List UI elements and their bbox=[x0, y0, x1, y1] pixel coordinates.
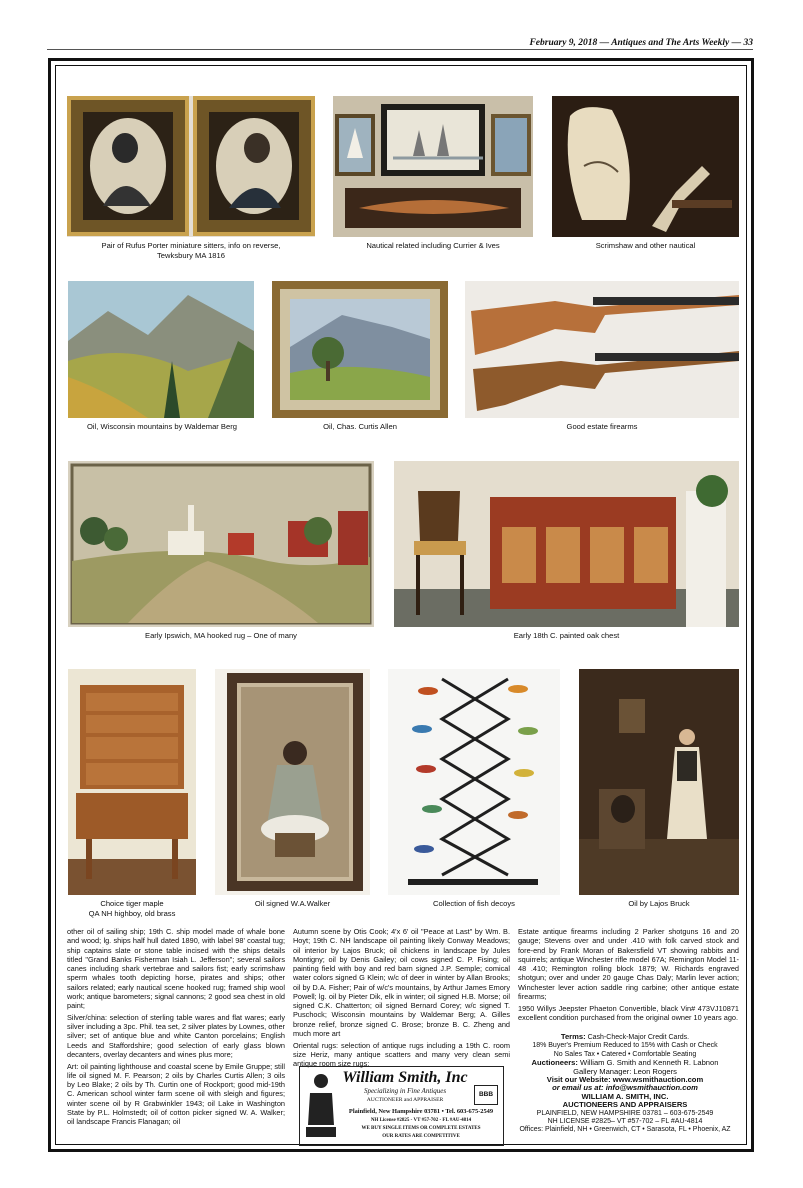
paragraph: Autumn scene by Otis Cook; 4'x 6' oil "Peace at Last" by Wm. B. Hoyt; 19th C. NH landscape oil painting likely Conway Meadows; oil interior by Lajos Bruck; oil chickens in landscape by Jules Montigny; oil by Denis Gailey; oil cows signed C. P. Fising; oil painting field with boy and red barn signed J.P. Semple; comical water colors signed G Klein; w/c of deer in winter by Allan Brooks; oil by D.A. Fisher; Pair of w/c's mountains, by Arthur James Emory Powell; lg. oil by Pieter Dik, elk in winter; oil signed H.B. Morse; oil signed C.K. Chatterton; oil signed Bernard Corey; w/c signed T. Puschock; Wisconsin mountains by Waldemar Berg; A. Gilles bronze relief, bronze signed C. Brose; bronze B. C. Zheng and much more art bbox=[293, 927, 510, 1038]
company-license: NH License #2825 - VT #57-702 - FL #AU-4814 bbox=[370, 1118, 472, 1123]
paragraph: Art: oil painting lighthouse and coastal scene by Emile Gruppe; still life oil signed M. F. Pearson; 2 oils by Charles Curtis Allen; 3 oils by Leo Blake; 2 oils by Th. Curtin one of Rockport; good mid-19th C. American school winter farm scene oil with sleigh and figures; winter scene oil by R Grabwinkler 1943; oil Lake in Washington State by P.L. Holmstedt; oil of cotton picker signed W. A. Walker; oil landscape Francis Flanagan; oil bbox=[67, 1061, 285, 1126]
caption-fish-decoys: Collection of fish decoys bbox=[433, 899, 515, 908]
paragraph: 1950 Willys Jeepster Phaeton Convertible, black Vin# 473VJ10871 excellent condition purchased from the original owner 10 years ago. bbox=[518, 1003, 739, 1022]
photo-estate-firearms bbox=[465, 281, 739, 418]
company-tagline: Specializing in Fine Antiques bbox=[363, 1087, 447, 1095]
caption-line: QA NH highboy, old brass bbox=[88, 908, 176, 918]
caption-highboy bbox=[60, 899, 204, 918]
caption-line: Choice tiger maple bbox=[100, 899, 164, 908]
offices-line: Offices: Plainfield, NH • Greenwich, CT • Sarasota, FL • Phoenix, AZ bbox=[519, 1126, 731, 1134]
company-line1: WE BUY SINGLE ITEMS OR COMPLETE ESTATES bbox=[361, 1126, 481, 1131]
photo-painted-oak-chest bbox=[394, 461, 739, 627]
caption-chas-curtis-allen: Oil, Chas. Curtis Allen bbox=[323, 422, 397, 431]
terms-line bbox=[510, 1033, 740, 1042]
photo-tiger-maple-highboy bbox=[68, 669, 196, 895]
photo-lajos-bruck-oil bbox=[579, 669, 739, 895]
caption-wisconsin: Oil, Wisconsin mountains by Waldemar Berg bbox=[87, 422, 237, 431]
photo-fish-decoys bbox=[388, 669, 560, 895]
photo-scrimshaw bbox=[552, 96, 739, 237]
header-rule bbox=[47, 49, 753, 50]
email-link[interactable]: or email us at: info@wsmithauction.com bbox=[552, 1083, 698, 1093]
company-subtitle: AUCTIONEERS AND APPRAISERS bbox=[562, 1100, 688, 1110]
premium-line: 18% Buyer's Premium Reduced to 15% with Cash or Check bbox=[532, 1042, 718, 1050]
caption-hooked-rug: Early Ipswich, MA hooked rug – One of many bbox=[145, 631, 297, 640]
caption-scrimshaw: Scrimshaw and other nautical bbox=[595, 241, 696, 250]
terms-text: Cash-Check-Major Credit Cards. bbox=[585, 1034, 690, 1041]
page-header: February 9, 2018 — Antiques and The Arts Weekly — 33 bbox=[529, 38, 753, 48]
photo-chas-curtis-allen bbox=[272, 281, 448, 418]
auctioneer-logo bbox=[304, 1071, 338, 1141]
company-line2: OUR RATES ARE COMPETITIVE bbox=[382, 1134, 460, 1139]
caption-oak-chest: Early 18th C. painted oak chest bbox=[513, 631, 620, 640]
caption-rufus-porter bbox=[67, 241, 315, 260]
auctioneers-label: Auctioneers: bbox=[531, 1058, 578, 1068]
caption-line: Tewksbury MA 1816 bbox=[157, 250, 225, 260]
bbb-badge bbox=[474, 1085, 498, 1105]
photo-rufus-porter-miniatures bbox=[67, 96, 315, 237]
company-role: AUCTIONEER and APPRAISER bbox=[366, 1097, 444, 1103]
company-address: Plainfield, New Hampshire 03781 • Tel. 603-675-2549 bbox=[348, 1108, 494, 1115]
auction-info bbox=[510, 1033, 740, 1135]
website-link[interactable]: Visit our Website: www.wsmithauction.com bbox=[546, 1075, 704, 1085]
info-address: PLAINFIELD, NEW HAMPSHIRE 03781 – 603-675-2549 bbox=[536, 1109, 714, 1117]
paragraph: other oil of sailing ship; 19th C. ship model made of whale bone and wood; lg. ships half hull dated 1890, with label 98' coastal tug; ship captains slate or stone table incised with the ships details titled "Grand Banks Fisherman Isiah L. Jefferson"; several sailors canes including shark vertebrae and sailors fist; early scrimshaw sperm whales tooth depicting horse, pirates and ships; other sailors related; early nautical scene hooked rug; framed ship wool work; antique barometers; signal cannons; 2 good sea chest in old paint; bbox=[67, 927, 285, 1010]
photo-nautical-currier-ives bbox=[333, 96, 533, 237]
caption-line: Pair of Rufus Porter miniature sitters, info on reverse, bbox=[101, 241, 281, 250]
caption-firearms: Good estate firearms bbox=[566, 422, 638, 431]
photo-ipswich-hooked-rug bbox=[68, 461, 374, 627]
caption-lajos-bruck: Oil by Lajos Bruck bbox=[628, 899, 690, 908]
company-ad-box bbox=[299, 1066, 504, 1146]
caption-walker: Oil signed W.A.Walker bbox=[254, 899, 331, 908]
body-column-1 bbox=[67, 927, 285, 1129]
company-name: William Smith, Inc bbox=[342, 1069, 468, 1086]
body-column-3 bbox=[518, 927, 739, 1025]
auctioneers-text: William G. Smith and Kenneth R. Labnon bbox=[577, 1058, 719, 1068]
paragraph: Silver/china: selection of sterling table wares and flat wares; early silver including a 3pc. Phil. tea set, 2 silver plates by Lownes, other silver; set of antique blue and white Canton porcelains; English Leeds and Staffordshire; good selection of early glass blown decanters, overlay decanters and wines plus more; bbox=[67, 1012, 285, 1059]
paragraph: Oriental rugs: selection of antique rugs including a 19th C. room size Heriz, many antique scatters and many very clean semi antique room size rugs; bbox=[293, 1040, 510, 1068]
bbb-badge-text: BBB bbox=[478, 1091, 494, 1098]
terms-label: Terms: bbox=[560, 1032, 586, 1041]
tax-line: No Sales Tax • Catered • Comfortable Seating bbox=[553, 1050, 697, 1058]
photo-wisconsin-mountains bbox=[68, 281, 254, 418]
info-license: NH LICENSE #2825– VT #57-702 – FL #AU-4814 bbox=[547, 1118, 703, 1126]
paragraph: Estate antique firearms including 2 Parker shotguns 16 and 20 gauge; Stevens over and under .410 with folk carved stock and fore-end by Frank Moran of Bakersfield VT showing rabbits and squirrels; antique Winchester rifle model 67A; Remington Model 11-48 .410; Remington rolling block 1879; W. Richards engraved shotgun; over and under 20 gauge Chas Daly; Marlin lever action; Winchester lever action saddle ring carbine; other antique estate firearms; bbox=[518, 927, 739, 1001]
gallery-line: Gallery Manager: Leon Rogers bbox=[573, 1066, 677, 1076]
photo-wa-walker-oil bbox=[215, 669, 370, 895]
caption-nautical: Nautical related including Currier & Ives bbox=[366, 241, 500, 250]
body-column-2 bbox=[293, 927, 510, 1071]
company-title: WILLIAM A. SMITH, INC. bbox=[581, 1091, 669, 1101]
